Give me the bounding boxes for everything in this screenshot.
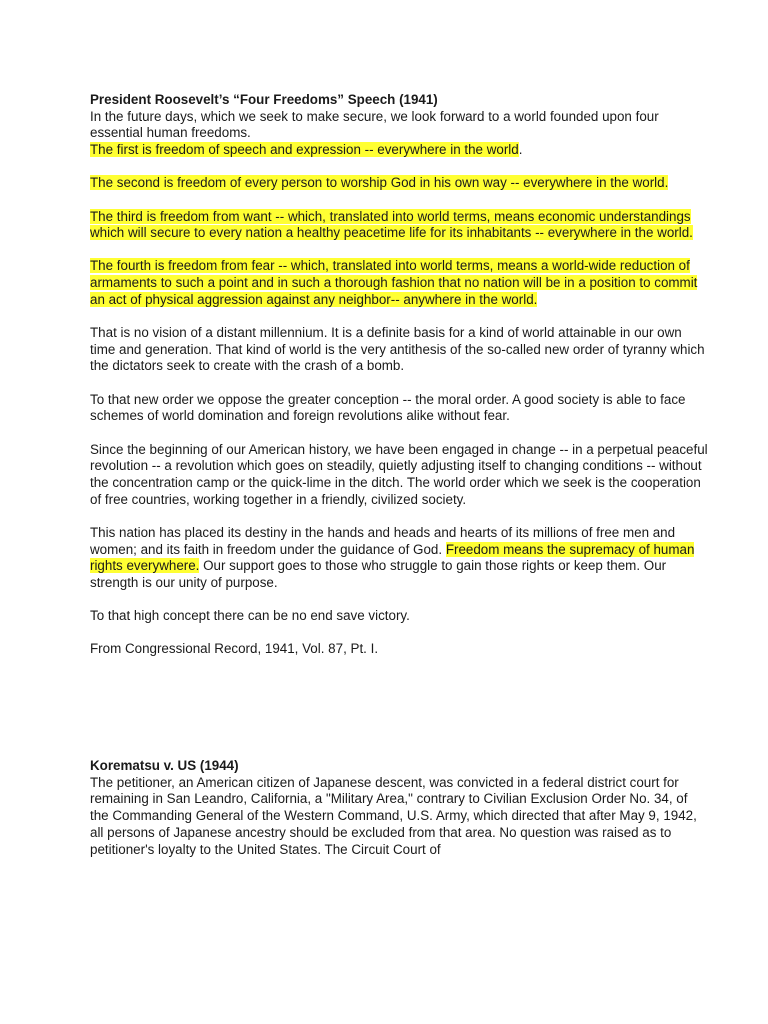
victory-paragraph: To that high concept there can be no end save victory. [90, 608, 410, 624]
highlight-third-freedom: The third is freedom from want -- which, translated into world terms, means economic understandings which will secure to every nation a healthy peacetime life for its inhabitants -- everywhere in the world. [90, 208, 693, 241]
fourth-freedom-paragraph [90, 258, 708, 308]
millennium-paragraph: That is no vision of a distant millennium. It is a definite basis for a kind of world attainable in our own time and generation. That kind of world is the very antithesis of the so-called new order of tyranny which the dictators seek to create with the crash of a bomb. [90, 325, 705, 374]
highlight-fourth-freedom: The fourth is freedom from fear -- which, translated into world terms, means a world-wide reduction of armaments to such a point and in such a thorough fashion that no nation will be in a position to commit an act of physical aggression against any neighbor-- anywhere in the world. [90, 258, 698, 307]
highlight-first-freedom: The first is freedom of speech and expression -- everywhere in the world [90, 142, 519, 158]
first-freedom-tail: . [518, 142, 523, 158]
second-freedom-paragraph [90, 175, 708, 192]
section-title-korematsu: Korematsu v. US (1944) [90, 758, 239, 774]
intro-paragraph: In the future days, which we seek to make secure, we look forward to a world founded upon four essential human freedoms. [90, 108, 659, 141]
destiny-text-a: This nation has placed its destiny in the hands and heads and hearts of its millions of free men and women; and its faith in freedom under the guidance of God. [90, 524, 676, 557]
moral-order-paragraph: To that new order we oppose the greater conception -- the moral order. A good society is able to face schemes of world domination and foreign revolutions alike without fear. [90, 391, 686, 424]
highlight-second-freedom: The second is freedom of every person to worship God in his own way -- everywhere in the world. [90, 175, 669, 191]
destiny-text-b: Our support goes to those who struggle to gain those rights or keep them. Our strength is our unity of purpose. [90, 558, 667, 590]
american-history-paragraph: Since the beginning of our American history, we have been engaged in change -- in a perpetual peaceful revolution -- a revolution which goes on steadily, quietly adjusting itself to changing conditions -- without the concentration camp or the quick-lime in the ditch. The world order which we seek is the cooperation of free countries, working together in a friendly, civilized society. [90, 441, 708, 507]
section-spacer [90, 658, 708, 758]
korematsu-paragraph: The petitioner, an American citizen of Japanese descent, was convicted in a federal district court for remaining in San Leandro, California, a "Military Area," contrary to Civilian Exclusion Order No. 34, of the Commanding General of the Western Command, U.S. Army, which directed that after May 9, 1942, all persons of Japanese ancestry should be excluded from that area. No question was raised as to petitioner's loyalty to the United States. The Circuit Court of [90, 774, 697, 857]
third-freedom-paragraph [90, 209, 708, 242]
section-title-four-freedoms: President Roosevelt’s “Four Freedoms” Speech (1941) [90, 92, 438, 107]
source-citation: From Congressional Record, 1941, Vol. 87, Pt. I. [90, 641, 379, 657]
destiny-paragraph [90, 525, 708, 592]
first-freedom-paragraph [90, 142, 708, 159]
highlight-human-rights: Freedom means the supremacy of human rights everywhere. [90, 541, 695, 574]
